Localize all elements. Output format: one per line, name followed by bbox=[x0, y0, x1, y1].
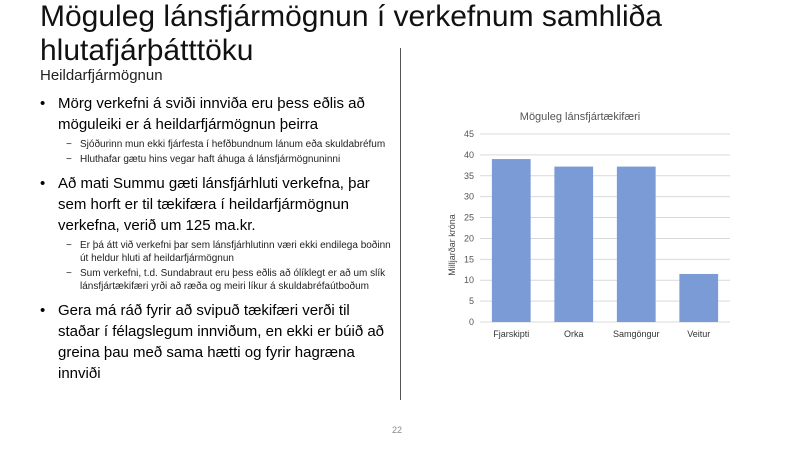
chart-title: Möguleg lánsfjártækifæri bbox=[519, 111, 641, 123]
bar-fjarskipti bbox=[492, 159, 531, 322]
sub-bullet-item bbox=[38, 267, 393, 293]
sub-bullet-item bbox=[38, 239, 393, 265]
sub-bullet-item bbox=[38, 138, 393, 151]
bar-orka bbox=[554, 167, 593, 322]
bar-veitur bbox=[679, 274, 718, 322]
sub-bullet-text: Er þá átt við verkefni þar sem lánsfjárhlutinn væri ekki endilega boðinn út heldur hluti af heildarfjármögnun bbox=[80, 240, 391, 264]
bullet-item bbox=[38, 93, 393, 135]
sub-bullet-dash: − bbox=[66, 268, 72, 279]
bar-chart bbox=[440, 100, 770, 360]
sub-bullet-item bbox=[38, 153, 393, 166]
x-tick-label: Veitur bbox=[687, 329, 711, 339]
bullet-dot: • bbox=[40, 302, 46, 319]
bar-samgöngur bbox=[617, 167, 656, 322]
slide-title: Möguleg lánsfjármögnun í verkefnum samhliða hlutafjárþátttöku bbox=[40, 0, 662, 67]
page-number: 22 bbox=[392, 425, 403, 435]
slide-subtitle: Heildarfjármögnun bbox=[40, 67, 163, 84]
sub-bullet-dash: − bbox=[66, 139, 72, 150]
bullet-dot: • bbox=[40, 175, 46, 192]
y-tick-label: 25 bbox=[463, 212, 474, 223]
chart-x-axis bbox=[493, 329, 710, 339]
x-tick-label: Samgöngur bbox=[612, 329, 660, 339]
sub-bullet-text: Sjóðurinn mun ekki fjárfesta í hefðbundnum lánum eða skuldabréfum bbox=[80, 139, 386, 150]
bullet-item bbox=[38, 300, 393, 384]
chart-y-axis bbox=[464, 129, 474, 327]
y-tick-label: 5 bbox=[468, 296, 474, 307]
y-tick-label: 45 bbox=[463, 129, 474, 139]
x-tick-label: Fjarskipti bbox=[493, 329, 530, 339]
y-tick-label: 20 bbox=[463, 233, 474, 244]
x-tick-label: Orka bbox=[563, 329, 584, 339]
y-tick-label: 0 bbox=[468, 317, 474, 327]
chart-bars bbox=[492, 159, 718, 322]
sub-bullet-dash: − bbox=[66, 240, 72, 251]
chart-ylabel: Milljarðar króna bbox=[447, 214, 457, 276]
bullet-text: Gera má ráð fyrir að svipuð tækifæri verði til staðar í félagslegum innviðum, en ekki er búið að greina þau með sama hætti og fyrir hagræna innviði bbox=[58, 302, 385, 382]
sub-bullet-dash: − bbox=[66, 154, 72, 165]
bullet-dot: • bbox=[40, 95, 46, 112]
bullet-text: Að mati Summu gæti lánsfjárhluti verkefna, þar sem horft er til tækifæra í heildarfjármögnun verkefna, verið um 125 ma.kr. bbox=[58, 175, 370, 234]
sub-bullet-text: Sum verkefni, t.d. Sundabraut eru þess eðlis að ólíklegt er að um slík lánsfjártækifæri yrði að ræða og meiri líkur á skuldabréfaútboðum bbox=[80, 268, 386, 292]
sub-bullet-text: Hluthafar gætu hins vegar haft áhuga á lánsfjármögnuninni bbox=[80, 154, 341, 165]
y-tick-label: 15 bbox=[463, 254, 474, 265]
y-tick-label: 40 bbox=[463, 149, 474, 160]
y-tick-label: 30 bbox=[463, 191, 474, 202]
vertical-divider bbox=[400, 48, 401, 400]
y-tick-label: 35 bbox=[463, 170, 474, 181]
bullet-item bbox=[38, 173, 393, 236]
y-tick-label: 10 bbox=[463, 275, 474, 286]
bullet-list bbox=[38, 93, 393, 387]
bullet-text: Mörg verkefni á sviði innviða eru þess eðlis að möguleiki er á heildarfjármögnun þeirra bbox=[58, 95, 365, 133]
